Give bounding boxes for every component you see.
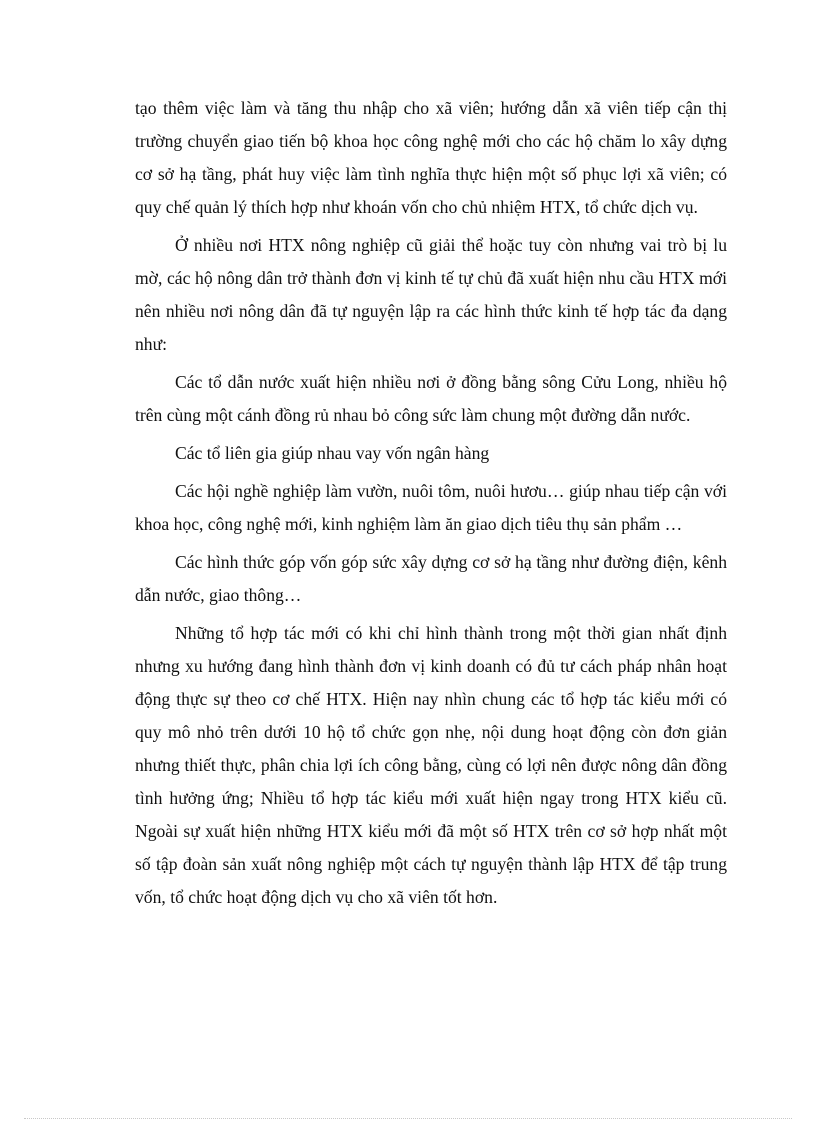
paragraph-credit-groups: Các tổ liên gia giúp nhau vay vốn ngân hàng [175,443,490,463]
footer-divider [24,1118,792,1119]
paragraph-new-cooperative-groups: Những tổ hợp tác mới có khi chỉ hình thành trong một thời gian nhất định nhưng xu hướng đang hình thành đơn vị kinh doanh có đủ tư cách pháp nhân hoạt động thực sự theo cơ chế HTX. Hiện nay nhìn chung các tổ hợp tác kiểu mới có quy mô nhỏ trên dưới 10 hộ tổ chức gọn nhẹ, nội dung hoạt động còn đơn giản nhưng thiết thực, phân chia lợi ích công bằng, cùng có lợi nên được nông dân đồng tình hưởng ứng; Nhiều tổ hợp tác kiểu mới xuất hiện ngay trong HTX kiểu cũ. Ngoài sự xuất hiện những HTX kiểu mới đã một số HTX trên cơ sở hợp nhất một số tập đoàn sản xuất nông nghiệp một cách tự nguyện thành lập HTX để tập trung vốn, tổ chức hoạt động dịch vụ cho xã viên tốt hơn. [135,623,727,907]
paragraph-infrastructure: Các hình thức góp vốn góp sức xây dựng cơ sở hạ tầng như đường điện, kênh dẫn nước, giao thông… [135,552,727,605]
paragraph-professional-associations: Các hội nghề nghiệp làm vườn, nuôi tôm, nuôi hươu… giúp nhau tiếp cận với khoa học, công nghệ mới, kinh nghiệm làm ăn giao dịch tiêu thụ sản phẩm … [135,481,727,534]
paragraph-continuation: tạo thêm việc làm và tăng thu nhập cho xã viên; hướng dẫn xã viên tiếp cận thị trường chuyển giao tiến bộ khoa học công nghệ mới cho các hộ chăm lo xây dựng cơ sở hạ tầng, phát huy việc làm tình nghĩa thực hiện một số phục lợi xã viên; có quy chế quản lý thích hợp như khoán vốn cho chủ nhiệm HTX, tổ chức dịch vụ. [135,98,727,217]
document-body [135,92,727,914]
paragraph-old-cooperatives: Ở nhiều nơi HTX nông nghiệp cũ giải thể hoặc tuy còn nhưng vai trò bị lu mờ, các hộ nông dân trở thành đơn vị kinh tế tự chủ đã xuất hiện nhu cầu HTX mới nên nhiều nơi nông dân đã tự nguyện lập ra các hình thức kinh tế hợp tác đa dạng như: [135,235,727,354]
paragraph-water-groups: Các tổ dẫn nước xuất hiện nhiều nơi ở đồng bằng sông Cửu Long, nhiều hộ trên cùng một cánh đồng rủ nhau bỏ công sức làm chung một đường dẫn nước. [135,372,727,425]
